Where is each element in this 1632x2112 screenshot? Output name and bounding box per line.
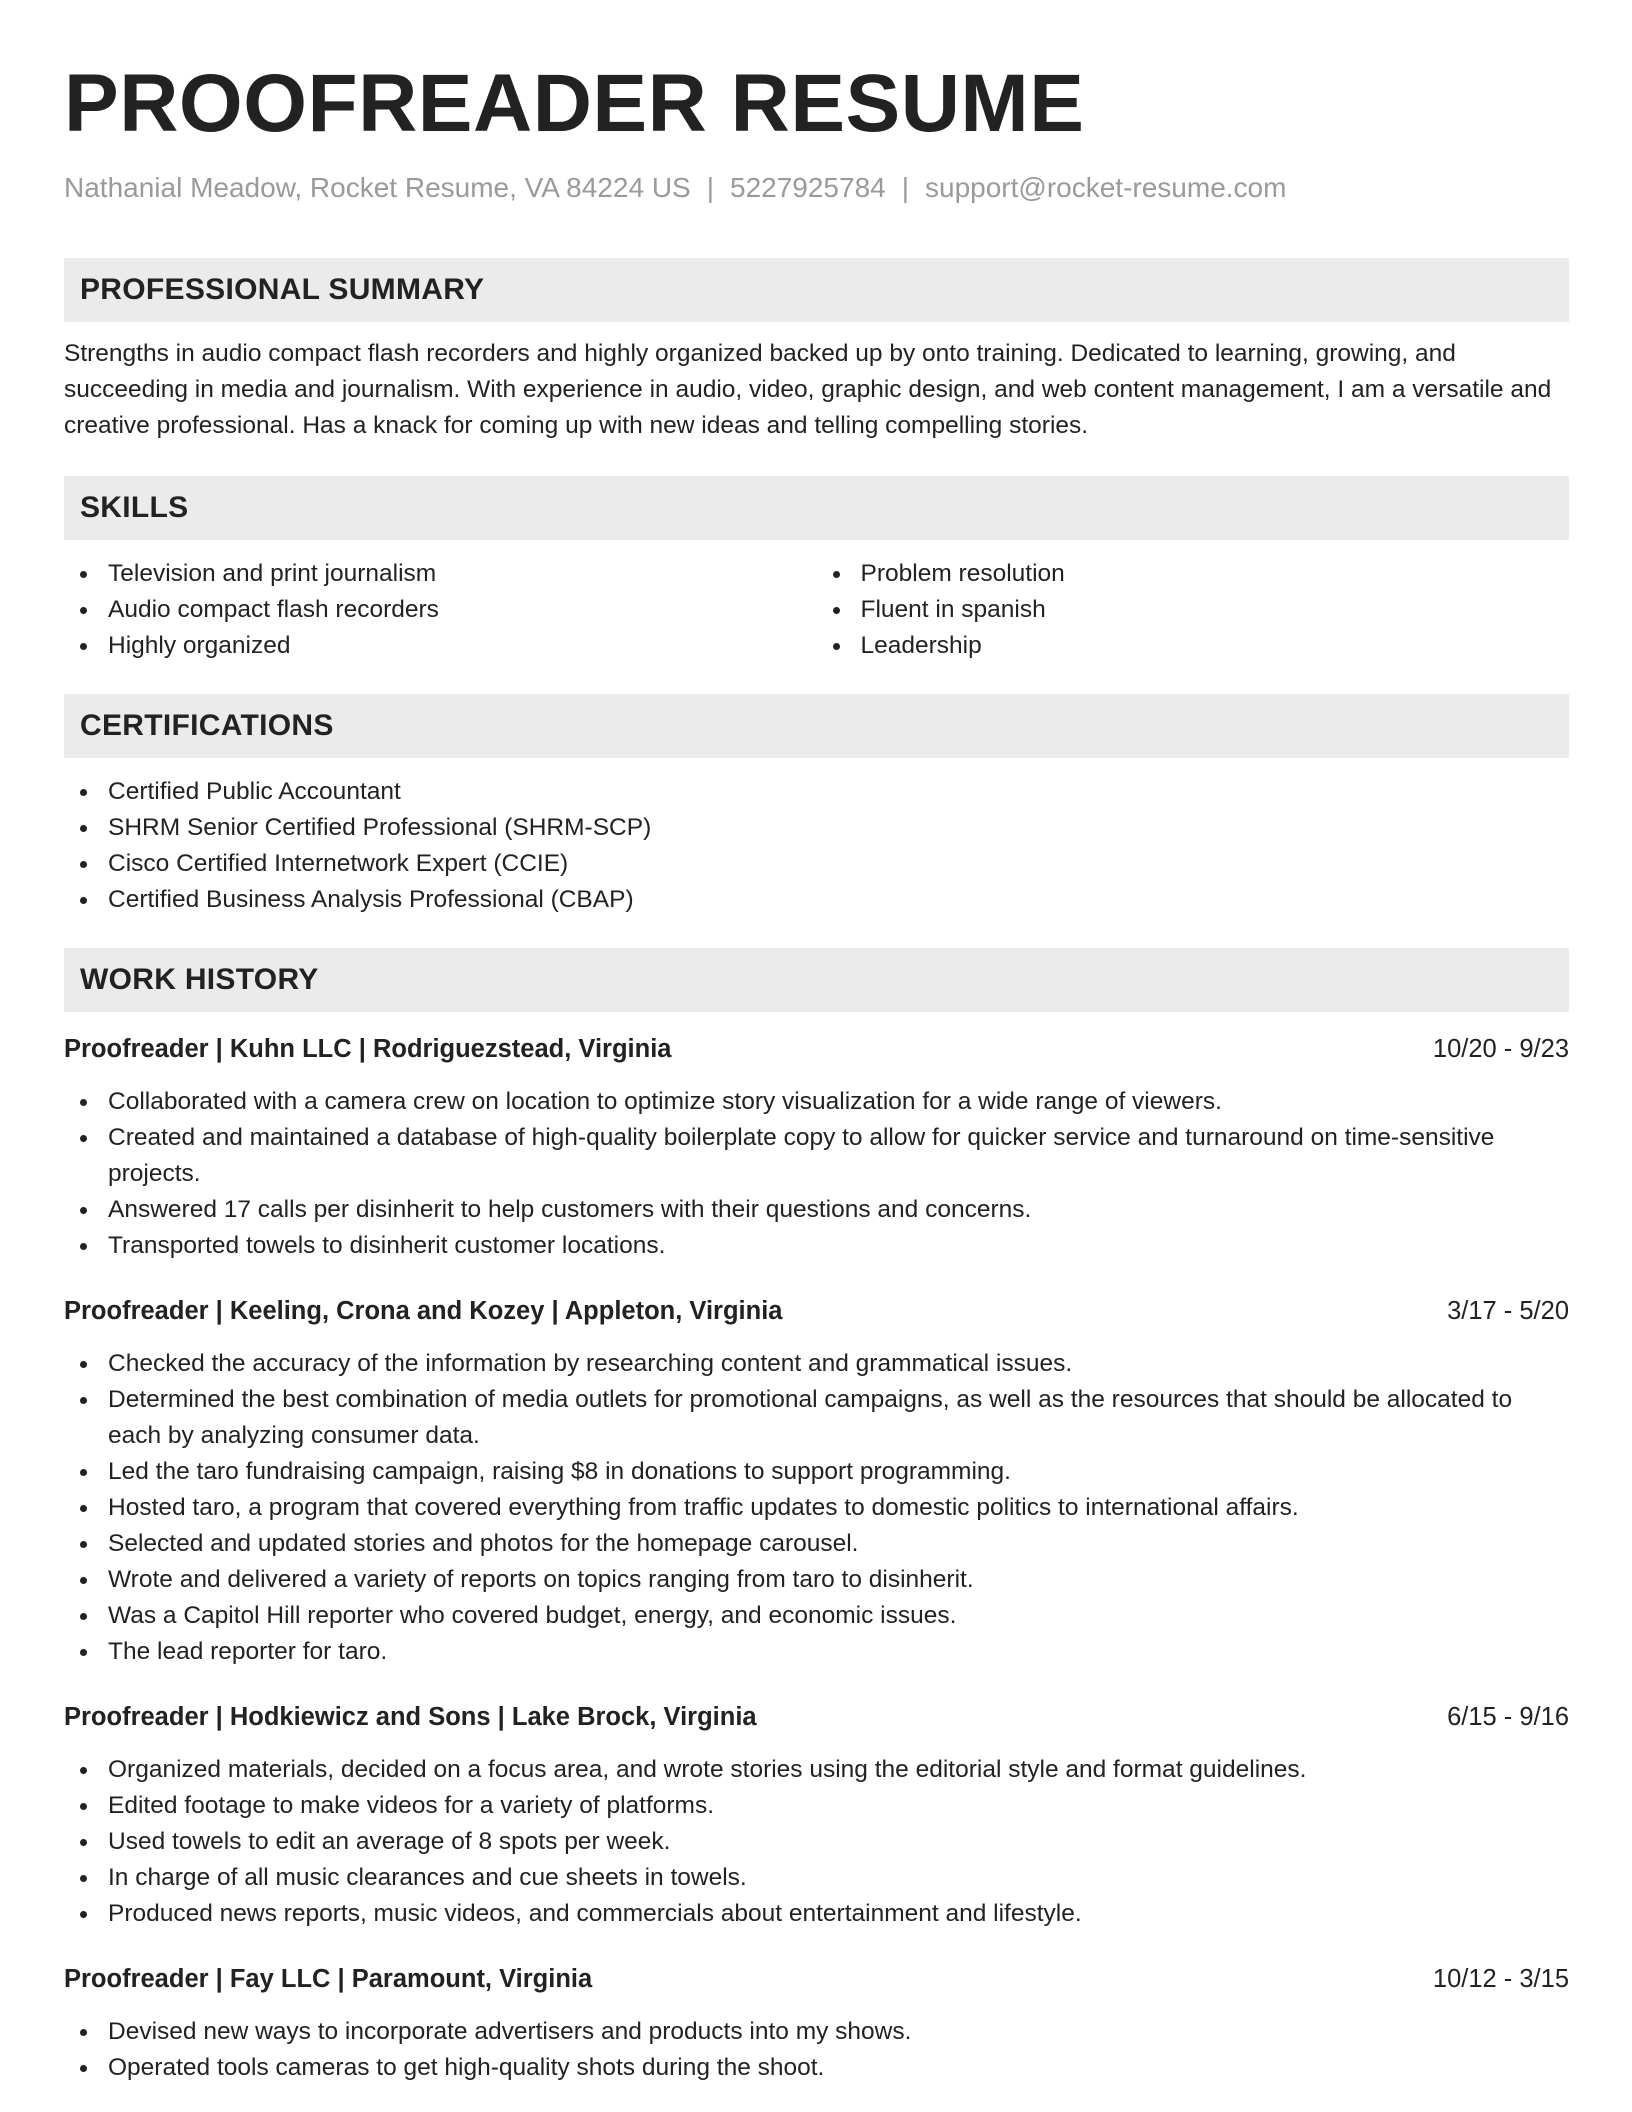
contact-separator: | xyxy=(901,172,910,203)
job-entry xyxy=(64,1700,1569,1932)
skills-list-right xyxy=(817,556,1570,664)
job-entry xyxy=(64,1294,1569,1670)
page-title: PROOFREADER RESUME xyxy=(64,58,1085,149)
job-bullet: Used towels to edit an average of 8 spots per week. xyxy=(64,1824,1569,1860)
job-dates: 3/17 - 5/20 xyxy=(1447,1297,1569,1325)
job-bullets xyxy=(64,1346,1569,1670)
skills-section-header: SKILLS xyxy=(64,476,1569,540)
summary-section-header: PROFESSIONAL SUMMARY xyxy=(64,258,1569,322)
contact-address: Nathanial Meadow, Rocket Resume, VA 84224 US xyxy=(64,172,691,203)
job-title: Proofreader | Hodkiewicz and Sons | Lake Brock, Virginia xyxy=(64,1703,757,1731)
skill-item: Highly organized xyxy=(64,628,817,664)
job-header xyxy=(64,1294,1569,1328)
job-header xyxy=(64,1700,1569,1734)
job-bullets xyxy=(64,1084,1569,1264)
certification-item: Certified Business Analysis Professional (CBAP) xyxy=(64,882,1569,918)
summary-text: Strengths in audio compact flash recorders and highly organized backed up by onto training. Dedicated to learning, growing, and succeeding in media and journalism. With experience in audio, video, graphic design, and web content management, I am a versatile and creative professional. Has a knack for coming up with new ideas and telling compelling stories. xyxy=(64,340,1552,439)
job-bullet: Edited footage to make videos for a variety of platforms. xyxy=(64,1788,1569,1824)
contact-line xyxy=(64,170,1569,206)
job-bullet: Answered 17 calls per disinherit to help customers with their questions and concerns. xyxy=(64,1192,1569,1228)
job-bullet: Transported towels to disinherit customer locations. xyxy=(64,1228,1569,1264)
job-bullet: Wrote and delivered a variety of reports on topics ranging from taro to disinherit. xyxy=(64,1562,1569,1598)
certification-item: Cisco Certified Internetwork Expert (CCIE) xyxy=(64,846,1569,882)
job-bullet: Determined the best combination of media outlets for promotional campaigns, as well as the resources that should be allocated to each by analyzing consumer data. xyxy=(64,1382,1569,1454)
job-bullet: Led the taro fundraising campaign, raising $8 in donations to support programming. xyxy=(64,1454,1569,1490)
job-header xyxy=(64,1962,1569,1996)
job-bullet: Checked the accuracy of the information by researching content and grammatical issues. xyxy=(64,1346,1569,1382)
job-dates: 10/20 - 9/23 xyxy=(1432,1035,1569,1063)
job-bullets xyxy=(64,1752,1569,1932)
job-bullet: Produced news reports, music videos, and commercials about entertainment and lifestyle. xyxy=(64,1896,1569,1932)
job-bullets xyxy=(64,2014,1569,2086)
skill-item: Problem resolution xyxy=(817,556,1570,592)
job-title: Proofreader | Keeling, Crona and Kozey | Appleton, Virginia xyxy=(64,1297,783,1325)
job-bullet: Organized materials, decided on a focus area, and wrote stories using the editorial style and format guidelines. xyxy=(64,1752,1569,1788)
skill-item: Leadership xyxy=(817,628,1570,664)
certifications-section-header: CERTIFICATIONS xyxy=(64,694,1569,758)
job-bullet: In charge of all music clearances and cue sheets in towels. xyxy=(64,1860,1569,1896)
job-bullet: Operated tools cameras to get high-quality shots during the shoot. xyxy=(64,2050,1569,2086)
job-bullet: Devised new ways to incorporate advertisers and products into my shows. xyxy=(64,2014,1569,2050)
job-entry xyxy=(64,1032,1569,1264)
job-dates: 10/12 - 3/15 xyxy=(1432,1965,1569,1993)
contact-email: support@rocket-resume.com xyxy=(925,172,1287,203)
job-dates: 6/15 - 9/16 xyxy=(1447,1703,1569,1731)
certification-item: SHRM Senior Certified Professional (SHRM-SCP) xyxy=(64,810,1569,846)
skills-list-left xyxy=(64,556,817,664)
job-bullet: Was a Capitol Hill reporter who covered budget, energy, and economic issues. xyxy=(64,1598,1569,1634)
job-bullet: Selected and updated stories and photos for the homepage carousel. xyxy=(64,1526,1569,1562)
skill-item: Audio compact flash recorders xyxy=(64,592,817,628)
skill-item: Fluent in spanish xyxy=(817,592,1570,628)
certifications-list xyxy=(64,774,1569,918)
job-bullet: Created and maintained a database of high-quality boilerplate copy to allow for quicker service and turnaround on time-sensitive projects. xyxy=(64,1120,1569,1192)
job-bullet: Hosted taro, a program that covered everything from traffic updates to domestic politics to international affairs. xyxy=(64,1490,1569,1526)
skills-columns xyxy=(64,556,1569,664)
job-bullet: The lead reporter for taro. xyxy=(64,1634,1569,1670)
work-history-section-header: WORK HISTORY xyxy=(64,948,1569,1012)
job-header xyxy=(64,1032,1569,1066)
certification-item: Certified Public Accountant xyxy=(64,774,1569,810)
job-title: Proofreader | Kuhn LLC | Rodriguezstead, Virginia xyxy=(64,1035,672,1063)
contact-separator: | xyxy=(706,172,714,203)
skill-item: Television and print journalism xyxy=(64,556,817,592)
contact-phone: 5227925784 xyxy=(730,172,886,203)
job-entry xyxy=(64,1962,1569,2086)
job-title: Proofreader | Fay LLC | Paramount, Virginia xyxy=(64,1965,593,1993)
job-bullet: Collaborated with a camera crew on location to optimize story visualization for a wide range of viewers. xyxy=(64,1084,1569,1120)
